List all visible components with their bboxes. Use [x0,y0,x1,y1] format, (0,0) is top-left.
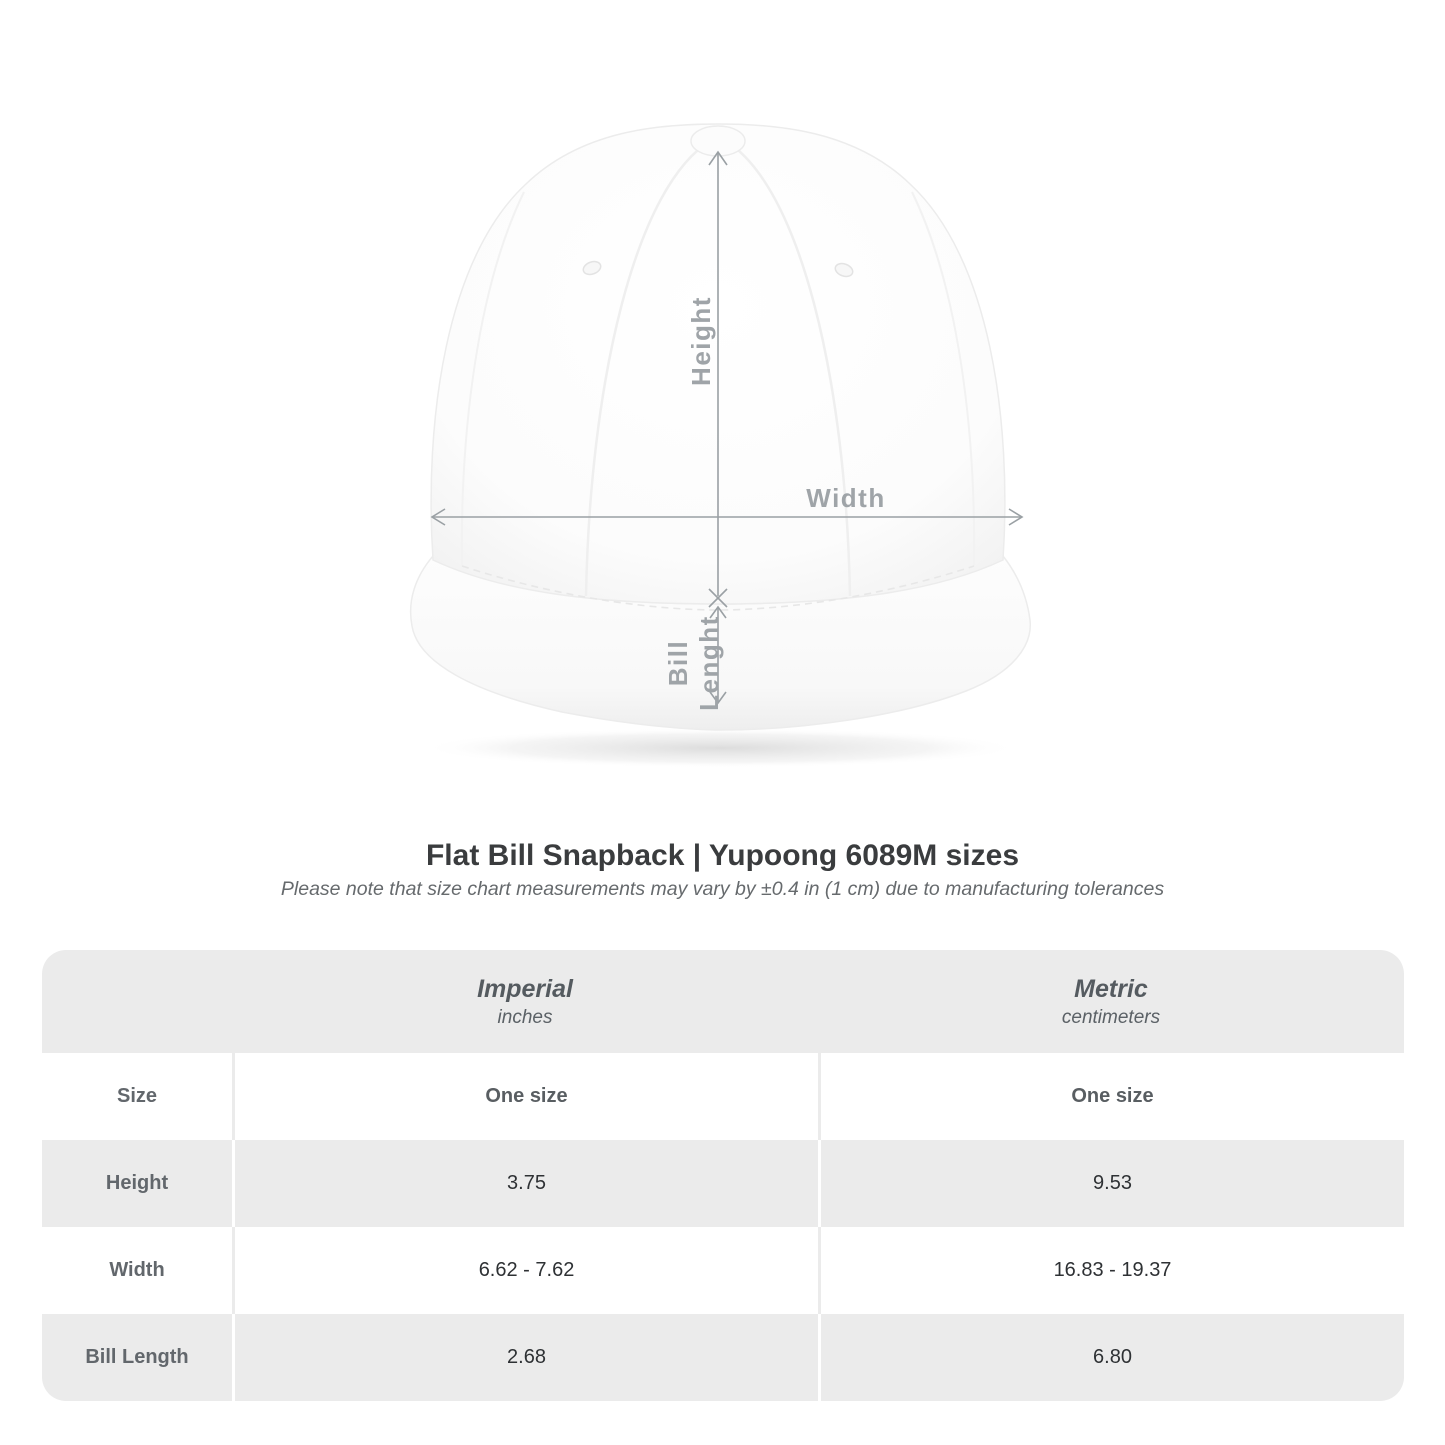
row-label-cell [42,1227,232,1314]
table-row-size [42,1053,1404,1140]
imperial-value: One size [485,1085,568,1107]
heading-section [0,838,1445,901]
size-chart-table [42,950,1404,1401]
imperial-label: Imperial [477,974,573,1003]
row-label: Bill Length [85,1346,189,1368]
bill-length-label-line2: Lenght [694,615,724,711]
page-title: Flat Bill Snapback | Yupoong 6089M sizes [425,839,1019,872]
row-label-cell [42,1314,232,1401]
hat-shadow [420,728,1020,768]
metric-value-cell [818,1314,1404,1401]
bill-length-label-line1: Bill [663,639,693,687]
metric-value: 16.83 - 19.37 [1053,1259,1172,1281]
imperial-value: 6.62 - 7.62 [478,1259,575,1281]
imperial-value-cell [232,1053,818,1140]
header-imperial [232,950,818,1053]
imperial-value-cell [232,1140,818,1227]
row-label: Height [105,1172,169,1194]
table-row-height [42,1140,1404,1227]
row-label: Size [116,1085,158,1107]
row-label: Width [109,1259,165,1281]
metric-value: One size [1071,1085,1154,1107]
row-label-cell [42,1140,232,1227]
metric-unit: centimeters [1061,1006,1161,1028]
table-row-bill-length [42,1314,1404,1401]
metric-value-cell [818,1227,1404,1314]
metric-value-cell [818,1053,1404,1140]
row-label-cell [42,1053,232,1140]
imperial-value-cell [232,1227,818,1314]
header-metric [818,950,1404,1053]
table-row-width [42,1227,1404,1314]
imperial-value-cell [232,1314,818,1401]
table-header-row [42,950,1404,1053]
imperial-value: 3.75 [507,1172,546,1194]
metric-value: 6.80 [1093,1346,1132,1368]
imperial-unit: inches [497,1006,553,1028]
width-label: Width [806,483,886,513]
metric-value: 9.53 [1093,1172,1132,1194]
metric-label: Metric [1074,974,1148,1003]
height-label: Height [686,296,716,386]
tolerance-note: Please note that size chart measurements may vary by ±0.4 in (1 cm) due to manufacturing tolerances [280,878,1165,900]
metric-value-cell [818,1140,1404,1227]
imperial-value: 2.68 [507,1346,546,1368]
header-spacer [42,950,232,1053]
